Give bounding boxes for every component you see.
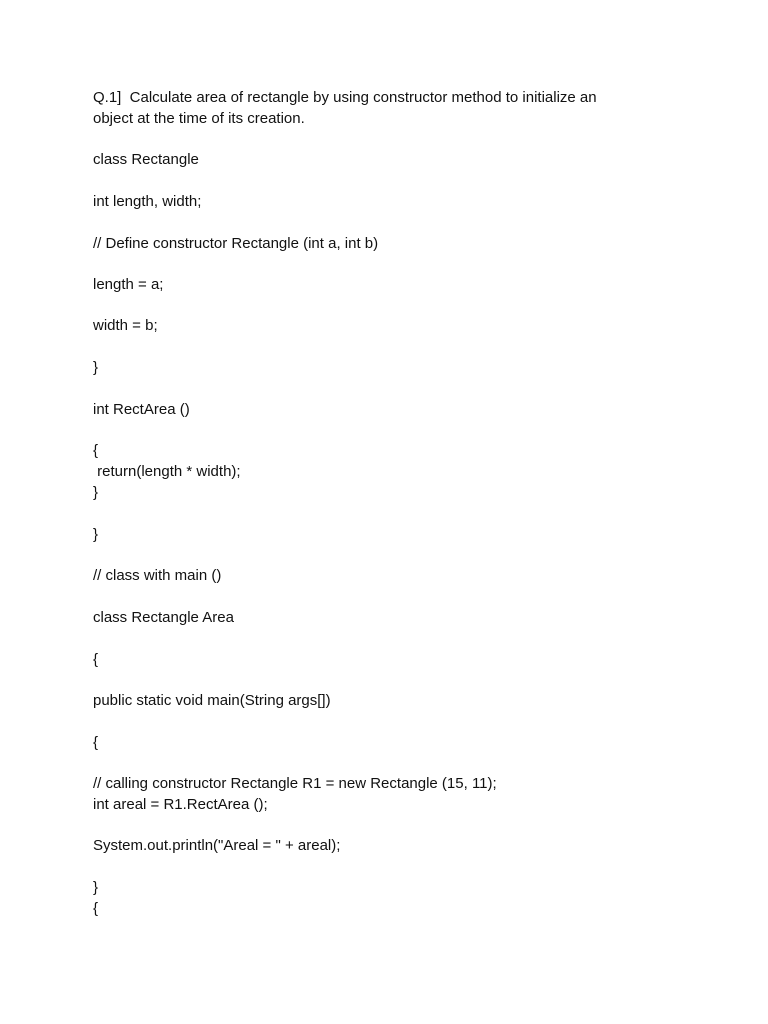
code-line: }	[93, 879, 99, 896]
code-line: {	[93, 734, 99, 751]
code-line: {	[93, 900, 99, 917]
code-line: int RectArea ()	[93, 401, 190, 418]
code-line: // Define constructor Rectangle (int a, int b)	[93, 235, 379, 252]
code-line: }	[93, 359, 99, 376]
code-line: width = b;	[93, 317, 158, 334]
code-line: }	[93, 526, 99, 543]
code-line: int areal = R1.RectArea ();	[93, 796, 268, 813]
code-line: System.out.println("Areal = " + areal);	[93, 837, 341, 854]
question-line-1: Q.1] Calculate area of rectangle by using constructor method to initialize an	[93, 89, 597, 106]
code-line: }	[93, 484, 99, 501]
code-line: // calling constructor Rectangle R1 = new Rectangle (15, 11);	[93, 775, 497, 792]
code-line: class Rectangle Area	[93, 609, 234, 626]
code-line: // class with main ()	[93, 567, 222, 584]
code-line: {	[93, 651, 99, 668]
code-line: class Rectangle	[93, 151, 199, 168]
code-line: return(length * width);	[93, 463, 241, 480]
code-line: int length, width;	[93, 193, 202, 210]
code-line: {	[93, 442, 99, 459]
code-line: public static void main(String args[])	[93, 692, 331, 709]
code-line: length = a;	[93, 276, 164, 293]
question-line-2: object at the time of its creation.	[93, 110, 305, 127]
